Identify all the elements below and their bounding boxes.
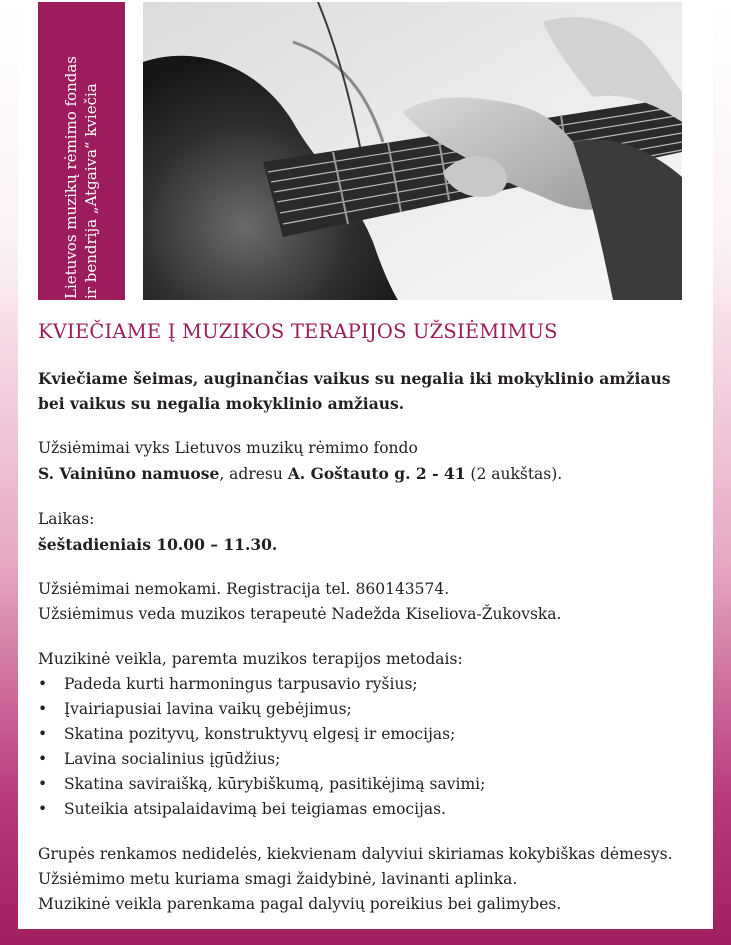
benefits-list xyxy=(38,672,708,822)
closing-line-3: Muzikinė veikla parenkama pagal dalyvių poreikius bei galimybes. xyxy=(38,895,562,913)
organizer-line-1: Lietuvos muzikų rėmimo fondas xyxy=(62,56,80,299)
page-title: KVIEČIAME Į MUZIKOS TERAPIJOS UŽSIĖMIMUS xyxy=(38,320,558,343)
venue-name: S. Vainiūno namuose xyxy=(38,464,220,483)
floor-info: (2 aukštas). xyxy=(465,465,563,483)
closing-line-1: Grupės renkamos nedidelės, kiekvienam dalyviui skiriamas kokybiškas dėmesys. xyxy=(38,845,673,863)
closing-line-2: Užsiėmimo metu kuriama smagi žaidybinė, lavinanti aplinka. xyxy=(38,870,518,888)
intro-line-1: Kviečiame šeimas, auginančias vaikus su negalia iki mokyklinio amžiaus xyxy=(38,369,671,388)
list-item: • Padeda kurti harmoningus tarpusavio ryšius; xyxy=(38,672,708,697)
intro-line-2: bei vaikus su negalia mokyklinio amžiaus. xyxy=(38,394,405,413)
list-item: • Skatina saviraišką, kūrybiškumą, pasitikėjimą savimi; xyxy=(38,772,708,797)
registration-info: Užsiėmimai nemokami. Registracija tel. 860143574. xyxy=(38,580,450,598)
benefits-intro: Muzikinė veikla, paremta muzikos terapijos metodais: xyxy=(38,650,463,668)
time-value: šeštadieniais 10.00 – 11.30. xyxy=(38,535,278,554)
location-line-2 xyxy=(38,461,708,487)
time-label: Laikas: xyxy=(38,510,95,528)
organizer-text xyxy=(61,3,101,299)
leader-info: Užsiėmimus veda muzikos terapeutė Nadežda Kiseliova-Žukovska. xyxy=(38,605,562,623)
list-item: • Įvairiapusiai lavina vaikų gebėjimus; xyxy=(38,697,708,722)
list-item: • Skatina pozityvų, konstruktyvų elgesį ir emocijas; xyxy=(38,722,708,747)
location-line-1: Užsiėmimai vyks Lietuvos muzikų rėmimo fondo xyxy=(38,439,418,457)
address-prefix: , adresu xyxy=(219,465,288,483)
organizer-line-2: ir bendrija „Atgaiva“ kviečia xyxy=(82,83,100,299)
guitar-photo xyxy=(143,2,682,300)
poster-body xyxy=(38,366,708,917)
address: A. Goštauto g. 2 - 41 xyxy=(287,464,466,483)
list-item: • Suteikia atsipalaidavimą bei teigiamas emocijas. xyxy=(38,797,708,822)
guitar-illustration xyxy=(143,2,682,300)
list-item: • Lavina socialinius įgūdžius; xyxy=(38,747,708,772)
